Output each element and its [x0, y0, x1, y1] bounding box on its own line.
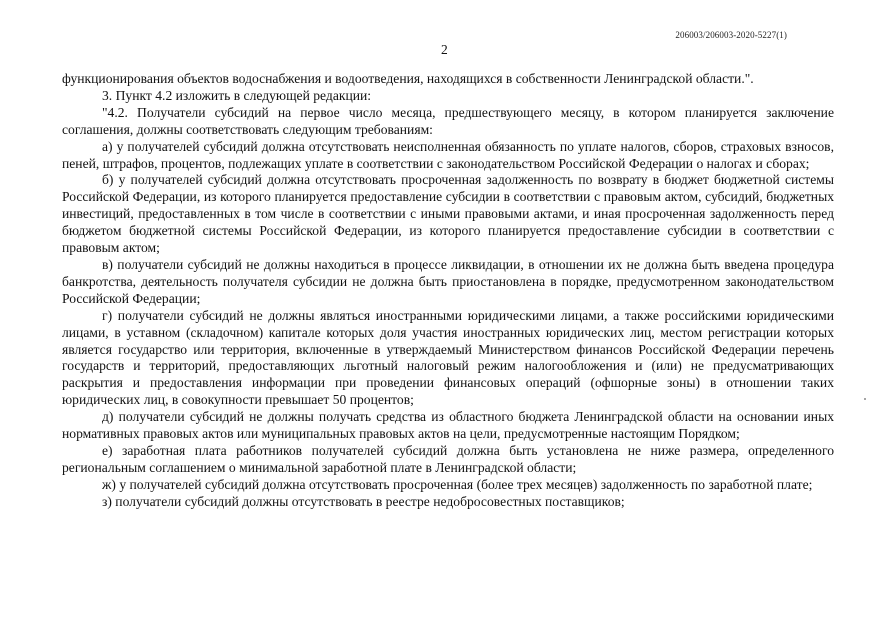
paragraph-item-3: 3. Пункт 4.2 изложить в следующей редакции:: [102, 87, 372, 103]
paragraph-d: д) получатели субсидий не должны получать средства из областного бюджета Ленинградской области на основании иных нормативных правовых актов или муниципальных правовых актов на цели, предусмотренные настоящим Порядком;: [62, 409, 834, 442]
document-body: [62, 71, 834, 511]
scan-speck: [864, 398, 866, 400]
paragraph-e: е) заработная плата работников получателей субсидий должна быть установлена не ниже размера, определенного региональным соглашением о минимальной заработной плате в Ленинградской области;: [62, 442, 834, 475]
paragraph-a: а) у получателей субсидий должна отсутствовать неисполненная обязанность по уплате налогов, сборов, страховых взносов, пеней, штрафов, процентов, подлежащих уплате в соответствии с законодательством Российской Федерации о налогах и сборах;: [62, 138, 834, 171]
paragraph-v: в) получатели субсидий не должны находиться в процессе ликвидации, в отношении их не должна быть введена процедура банкротства, деятельность получателя субсидии не должна быть приостановлена в порядке, предусмотренном законодательством Российской Федерации;: [62, 256, 834, 306]
paragraph-g: г) получатели субсидий не должны являться иностранными юридическими лицами, а также российскими юридическими лицами, в уставном (складочном) капитале которых доля участия иностранных юридических лиц, местом регистрации которых является государство или территория, включенные в утверждаемый Министерством финансов Российской Федерации перечень государств и территорий, предоставляющих льготный налоговый режим налогообложения и (или) не предусматривающих раскрытия и предоставления информации при проведении финансовых операций (офшорные зоны) в отношении таких юридических лиц, в совокупности превышает 50 процентов;: [62, 307, 834, 408]
page-number: 2: [441, 42, 448, 57]
paragraph-z: з) получатели субсидий должны отсутствовать в реестре недобросовестных поставщиков;: [102, 493, 625, 509]
paragraph-continuation: функционирования объектов водоснабжения и водоотведения, находящихся в собственности Ленинградской области.".: [62, 71, 754, 86]
document-id: 206003/206003-2020-5227(1): [675, 30, 787, 40]
paragraph-b: б) у получателей субсидий должна отсутствовать просроченная задолженность по возврату в бюджет бюджетной системы Российской Федерации, из которого планируется предоставление субсидии в соответствии с правовым актом, субсидий, бюджетных инвестиций, предоставленных в том числе в соответствии с иными правовыми актами, и иная просроченная задолженность перед бюджетом бюджетной системы Российской Федерации, из которого планируется предоставление субсидии в соответствии с правовым актом;: [62, 172, 834, 256]
paragraph-zh: ж) у получателей субсидий должна отсутствовать просроченная (более трех месяцев) задолженность по заработной плате;: [102, 476, 813, 492]
paragraph-4-2: "4.2. Получатели субсидий на первое число месяца, предшествующего месяцу, в котором планируется заключение соглашения, должны соответствовать следующим требованиям:: [62, 104, 834, 137]
